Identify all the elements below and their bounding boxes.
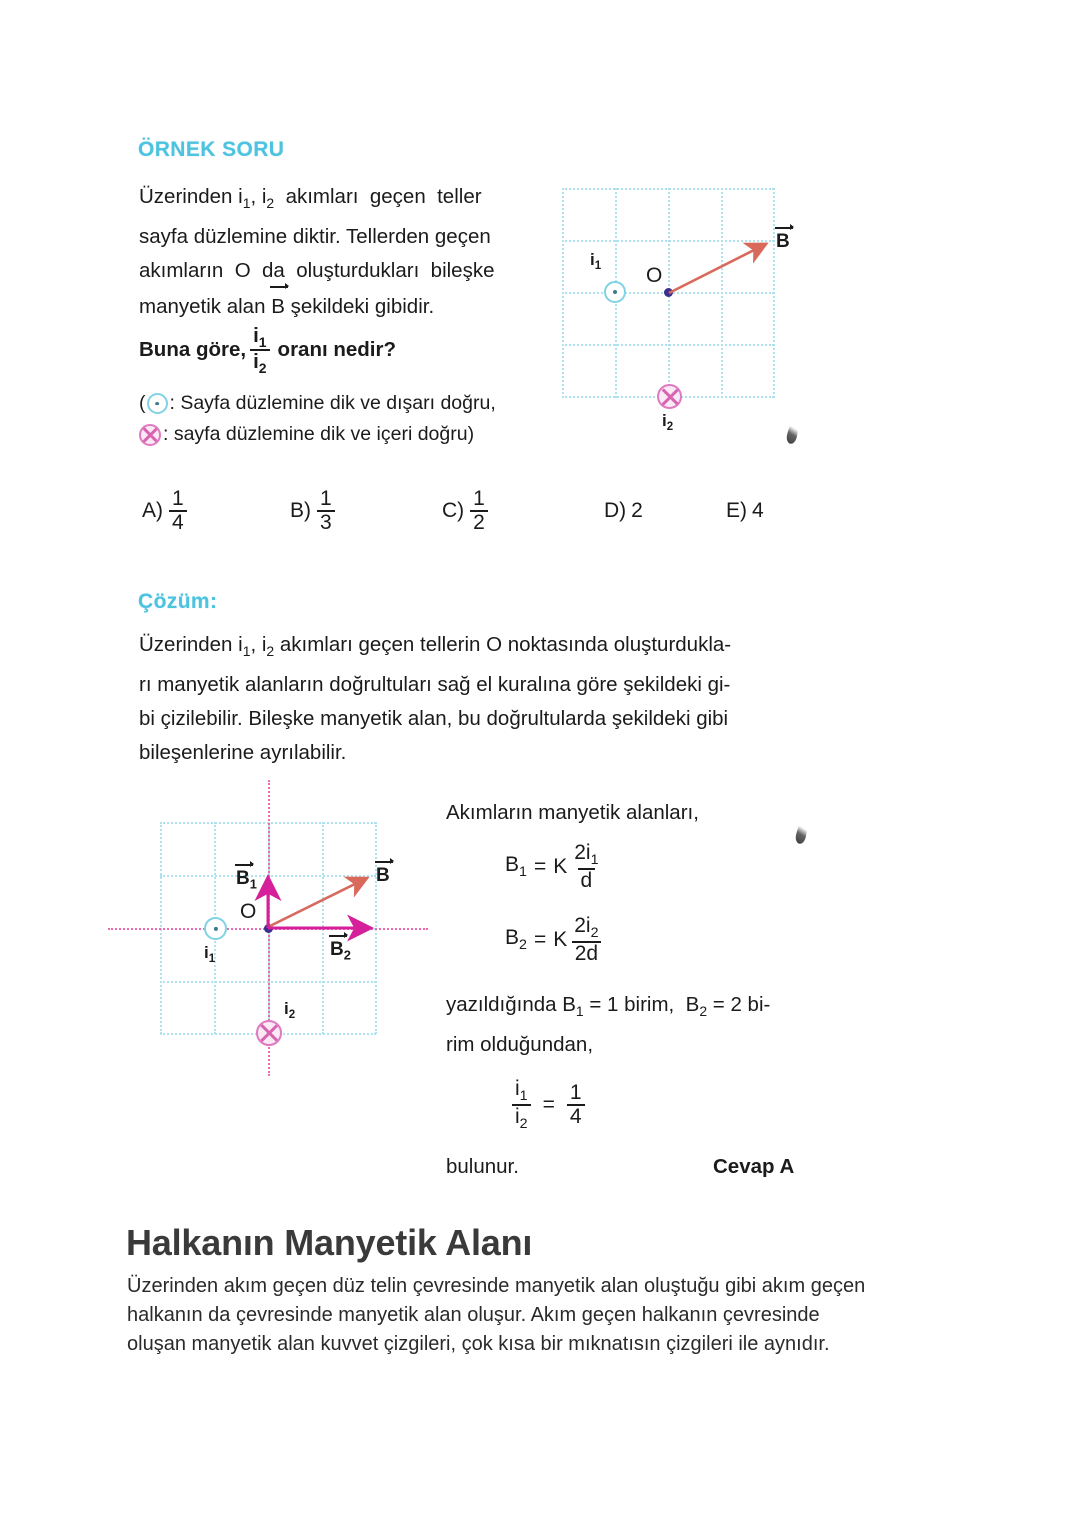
legend-out-text: : Sayfa düzlemine dik ve dışarı doğru, <box>169 392 496 414</box>
figure2-i1-label: $i_1$ <box>204 943 216 966</box>
formula-b2-den: 2d <box>572 941 601 965</box>
option-b-num: 1 <box>320 487 332 510</box>
ask-prefix: Buna göre, <box>139 338 247 362</box>
answer-option-d-value: 2 <box>631 498 643 522</box>
solution-result-text <box>446 988 826 1061</box>
formula-b1 <box>505 842 606 892</box>
question-line-1: Üzerinden $i_1$, $i_2$ akımları geçen teller <box>139 185 482 211</box>
example-question-ask <box>139 325 396 376</box>
formula-b2-k: K <box>553 927 568 951</box>
solution-line-4: bileşenlerine ayrılabilir. <box>139 740 347 764</box>
figure2-i2-label: $i_2$ <box>284 999 296 1022</box>
solution-ratio-right <box>567 1082 585 1128</box>
solution-answer-badge: Cevap A <box>713 1155 795 1178</box>
section-paragraph-line-1: Üzerinden akım geçen düz telin çevresinde manyetik alan oluştuğu gibi akım geçen <box>127 1275 866 1297</box>
formula-b2-equals: = <box>533 927 547 951</box>
figure1-origin-label: O <box>646 264 663 287</box>
option-a-num: 1 <box>172 487 184 510</box>
figure2-origin-label: O <box>240 900 257 923</box>
legend-open-paren: ( <box>139 392 146 414</box>
formula-b2-num: $2i_2$ <box>574 914 599 941</box>
answer-option-b[interactable] <box>290 488 442 534</box>
answer-options <box>142 488 822 534</box>
legend-row-in <box>139 419 496 450</box>
question-line-2: sayfa düzlemine diktir. Tellerden geçen <box>139 224 491 248</box>
solution-kicker: Çözüm: <box>138 590 218 613</box>
solution-ratio-den: $i_2$ <box>512 1104 531 1132</box>
answer-option-e-label: E) <box>726 498 747 522</box>
figure1-i2-current-icon <box>657 384 682 409</box>
section-paragraph <box>127 1272 947 1359</box>
answer-option-e-value: 4 <box>752 498 764 522</box>
formula-b1-den: d <box>578 868 596 892</box>
solution-closing: bulunur. <box>446 1155 519 1178</box>
figure1-b-vector <box>562 188 774 398</box>
option-c-den: 2 <box>470 510 488 534</box>
solution-line-1: Üzerinden $i_1$, $i_2$ akımları geçen tellerin O noktasında oluşturdukla- <box>139 633 732 659</box>
formula-b1-lhs: $B_1$ <box>505 853 527 881</box>
answer-option-c-value <box>470 488 488 534</box>
question-line-4: manyetik alan B şekildeki gibidir. <box>139 288 527 324</box>
answer-option-b-value <box>317 488 335 534</box>
solution-line-2: rı manyetik alanların doğrultuları sağ el kuralına göre şekildeki gi- <box>139 672 731 696</box>
current-into-page-icon <box>139 424 161 446</box>
figure2-vectors <box>160 822 376 1034</box>
figure2-i2-current-icon <box>256 1020 282 1046</box>
ask-ratio-denominator: $i_2$ <box>250 349 269 375</box>
solution-ratio-value-den: 4 <box>567 1104 585 1128</box>
option-b-den: 3 <box>317 510 335 534</box>
answer-option-b-label: B) <box>290 498 311 522</box>
question-line-3: akımların O da oluşturdukları bileşke <box>139 258 495 282</box>
solution-figure <box>160 822 390 1034</box>
formula-b2-lhs: $B_2$ <box>505 926 527 954</box>
solution-ratio <box>508 1078 589 1132</box>
scan-smudge-2 <box>794 817 809 845</box>
example-question-kicker: ÖRNEK SORU <box>138 138 285 161</box>
result-line-2: rim olduğundan, <box>446 1032 594 1056</box>
figure1-b-label: B <box>776 231 790 252</box>
figure2-b-arrow <box>270 879 365 926</box>
option-c-num: 1 <box>473 487 485 510</box>
figure1-i2-label: $i_2$ <box>662 411 674 434</box>
option-a-den: 4 <box>169 510 187 534</box>
figure1-i1-label: $i_1$ <box>590 250 602 273</box>
solution-line-3: bi çizilebilir. Bileşke manyetik alan, bu doğrultularda şekildeki gibi <box>139 706 729 730</box>
solution-paragraph <box>139 628 817 770</box>
answer-option-a[interactable] <box>142 488 290 534</box>
example-question-text <box>139 180 527 324</box>
figure2-b2-label: $B_2$ <box>330 939 351 963</box>
ask-ratio <box>250 325 269 376</box>
solution-ratio-value-num: 1 <box>569 1081 582 1104</box>
section-paragraph-line-2: halkanın da çevresinde manyetik alan oluşur. Akım geçen halkanın çevresinde <box>127 1304 820 1326</box>
formula-b1-equals: = <box>533 854 547 878</box>
solution-ratio-left <box>512 1078 531 1132</box>
answer-option-d-label: D) <box>604 498 627 522</box>
formula-b1-fraction <box>571 842 601 892</box>
ask-ratio-numerator: $i_1$ <box>253 324 267 350</box>
formula-b2 <box>505 915 606 965</box>
formula-b1-num: $2i_1$ <box>574 841 599 868</box>
section-paragraph-line-3: oluşan manyetik alan kuvvet çizgileri, çok kısa bir mıknatısın çizgileri ile aynıdır. <box>127 1333 830 1355</box>
figure2-b1-label: $B_1$ <box>236 868 257 892</box>
current-out-of-page-icon <box>147 393 168 414</box>
figure2-b-label: B <box>376 865 390 886</box>
answer-option-a-label: A) <box>142 498 163 522</box>
symbol-legend <box>139 388 496 450</box>
answer-option-d[interactable] <box>604 488 726 534</box>
ask-suffix: oranı nedir? <box>277 338 397 362</box>
solution-ratio-equals: = <box>542 1092 555 1116</box>
scan-smudge-1 <box>785 417 800 445</box>
answer-option-c[interactable] <box>442 488 604 534</box>
result-line-1: yazıldığında $B_1 = 1$ birim, $B_2 = 2$ bi- <box>446 993 771 1019</box>
legend-in-text: : sayfa düzlemine dik ve içeri doğru) <box>163 423 475 445</box>
question-figure <box>562 188 790 434</box>
answer-option-a-value <box>169 488 187 534</box>
solution-intro: Akımların manyetik alanları, <box>446 801 699 824</box>
legend-row-out <box>139 388 496 419</box>
answer-option-e[interactable] <box>726 488 764 534</box>
answer-option-c-label: C) <box>442 498 465 522</box>
formula-b2-fraction <box>571 915 601 965</box>
formula-b1-k: K <box>553 854 568 878</box>
section-heading: Halkanın Manyetik Alanı <box>126 1222 533 1263</box>
solution-ratio-num: $i_1$ <box>515 1077 528 1104</box>
